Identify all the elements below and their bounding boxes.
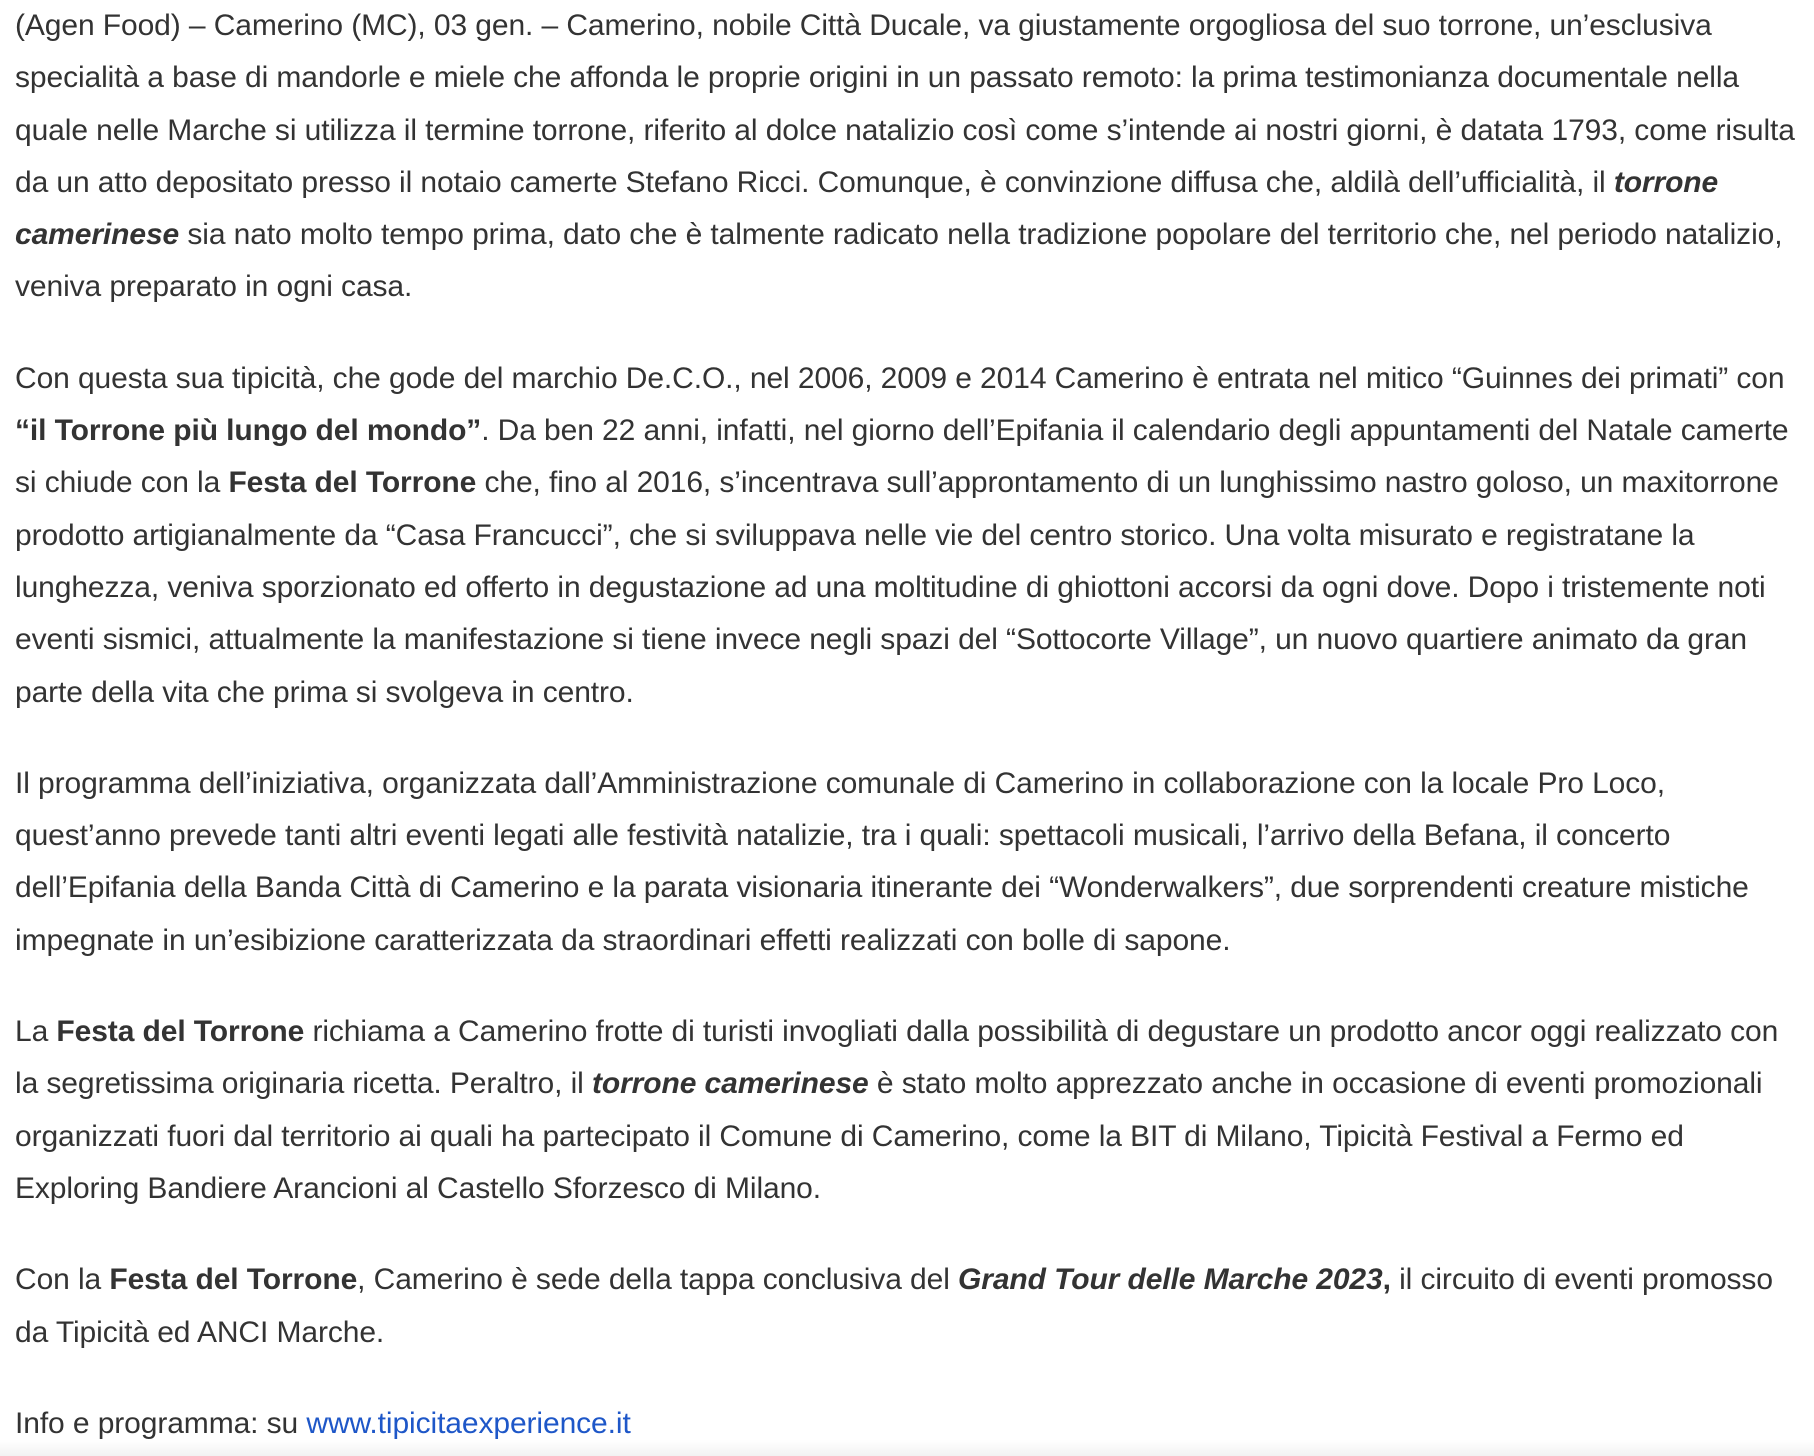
info-label: Info e programma: su (15, 1406, 307, 1440)
bottom-edge-fade (0, 1440, 1814, 1456)
bold-festa-del-torrone: Festa del Torrone (109, 1263, 358, 1297)
paragraph-text: richiama a Camerino frotte di turisti invogliati dalla possibilità di degustare un prodotto ancor oggi realizzato con la segretissima originaria ricetta. Peraltro, il (15, 1015, 1779, 1101)
paragraph-text: che, fino al 2016, s’incentrava sull’approntamento di un lunghissimo nastro goloso, un maxitorrone prodotto artigianalmente da “Casa Francucci”, che si sviluppava nelle vie del centro storico. Una volta misurato e registratane la lunghezza, veniva sporzionato ed offerto in degustazione ad una moltitudine di ghiottoni accorsi da ogni dove. Dopo i tristemente noti eventi sismici, attualmente la manifestazione si tiene invece negli spazi del “Sottocorte Village”, un nuovo quartiere animato da gran parte della vita che prima si svolgeva in centro. (15, 466, 1779, 709)
paragraph-text: (Agen Food) – Camerino (MC), 03 gen. – Camerino, nobile Città Ducale, va giustamente orgogliosa del suo torrone, un’esclusiva specialità a base di mandorle e miele che affonda le proprie origini in un passato remoto: la prima testimonianza documentale nella quale nelle Marche si utilizza il termine torrone, riferito al dolce natalizio così come s’intende ai nostri giorni, è datata 1793, come risulta da un atto depositato presso il notaio camerte Stefano Ricci. Comunque, è convinzione diffusa che, aldilà dell’ufficialità, il (15, 9, 1795, 199)
paragraph-turisti (15, 1006, 1800, 1215)
paragraph-text: sia nato molto tempo prima, dato che è talmente radicato nella tradizione popolare del territorio che, nel periodo natalizio, veniva preparato in ogni casa. (15, 218, 1783, 304)
paragraph-intro (15, 0, 1800, 314)
paragraph-text: , Camerino è sede della tappa conclusiva del (357, 1263, 959, 1297)
paragraph-text: La (15, 1015, 57, 1049)
paragraph-text: Con la (15, 1263, 110, 1297)
tipicita-experience-link[interactable]: www.tipicitaexperience.it (306, 1406, 631, 1440)
paragraph-text: Il programma dell’iniziativa, organizzata dall’Amministrazione comunale di Camerino in collaborazione con la locale Pro Loco, quest’anno prevede tanti altri eventi legati alle festività natalizie, tra i quali: spettacoli musicali, l’arrivo della Befana, il concerto dell’Epifania della Banda Città di Camerino e la parata visionaria itinerante dei “Wonderwalkers”, due sorprendenti creature mistiche impegnate in un’esibizione caratterizzata da straordinari effetti realizzati con bolle di sapone. (15, 766, 1749, 957)
emphasis-torrone-camerinese: torrone camerinese (591, 1067, 869, 1101)
paragraph-text: è stato molto apprezzato anche in occasione di eventi promozionali organizzati fuori dal territorio ai quali ha partecipato il Comune di Camerino, come la BIT di Milano, Tipicità Festival a Fermo ed Exploring Bandiere Arancioni al Castello Sforzesco di Milano. (15, 1067, 1763, 1205)
paragraph-grand-tour (15, 1254, 1800, 1359)
bold-festa-del-torrone: Festa del Torrone (228, 466, 477, 500)
bold-comma: , (1382, 1263, 1391, 1297)
bold-longest-torrone: “il Torrone più lungo del mondo” (15, 414, 482, 448)
bold-festa-del-torrone: Festa del Torrone (56, 1015, 305, 1049)
paragraph-text: . Da ben 22 anni, infatti, nel giorno dell’Epifania il calendario degli appuntamenti del Natale camerte si chiude con la (15, 414, 1789, 500)
paragraph-guinness (15, 353, 1800, 719)
emphasis-torrone-camerinese: torrone camerinese (15, 165, 1719, 252)
paragraph-text: il circuito di eventi promosso da Tipicità ed ANCI Marche. (15, 1263, 1773, 1349)
paragraph-text: Con questa sua tipicità, che gode del marchio De.C.O., nel 2006, 2009 e 2014 Camerino è entrata nel mitico “Guinnes dei primati” con (15, 361, 1785, 395)
emphasis-grand-tour: Grand Tour delle Marche 2023 (958, 1263, 1383, 1297)
article-body (15, 0, 1800, 1450)
paragraph-programma (15, 758, 1800, 967)
